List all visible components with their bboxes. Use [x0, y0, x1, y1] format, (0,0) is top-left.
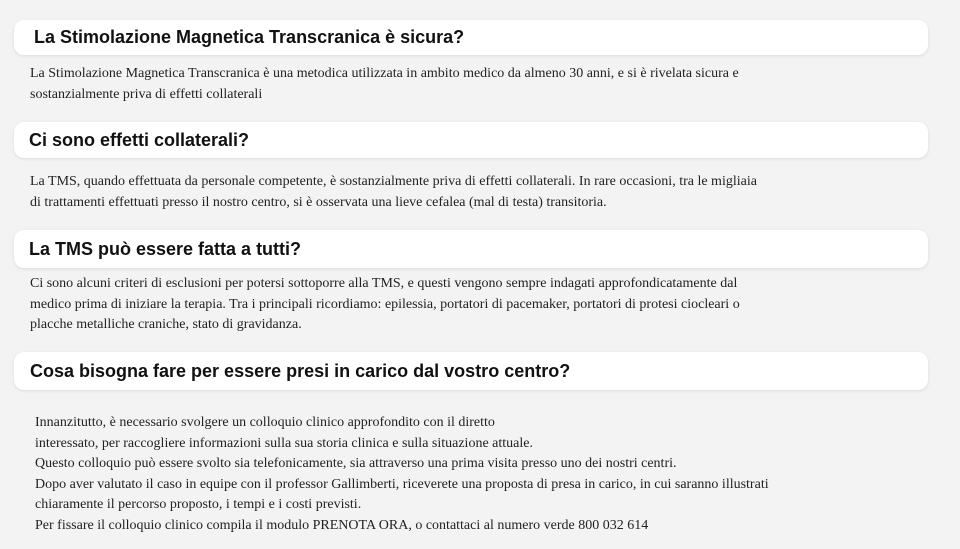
faq-question-side-effects[interactable] [14, 122, 928, 158]
answer-line: Innanzitutto, è necessario svolgere un colloquio clinico approfondito con il diretto [35, 415, 495, 430]
faq-answer-eligibility [30, 274, 920, 336]
faq-question-safety[interactable] [14, 20, 928, 55]
faq-answer-intake [35, 413, 925, 536]
answer-line: Ci sono alcuni criteri di esclusioni per potersi sottoporre alla TMS, e questi vengono sempre indagati approfondicatamente dal [30, 276, 738, 291]
answer-line: placche metalliche craniche, stato di gravidanza. [30, 317, 302, 332]
answer-line: medico prima di iniziare la terapia. Tra i principali ricordiamo: epilessia, portatori di pacemaker, portatori di protesi ciocleari o [30, 296, 740, 312]
answer-line: La Stimolazione Magnetica Transcranica è una metodica utilizzata in ambito medico da almeno 30 anni, e si è rivelata sicura e [30, 66, 739, 81]
answer-line: chiaramente il percorso proposto, i tempi e i costi previsti. [35, 497, 362, 512]
answer-line: Questo colloquio può essere svolto sia telefonicamente, sia attraverso una prima visita presso uno dei nostri centri. [35, 456, 677, 471]
answer-line: Per fissare il colloquio clinico compila il modulo PRENOTA ORA, o contattaci al numero verde 800 032 614 [35, 517, 649, 533]
answer-line: interessato, per raccogliere informazioni sulla sua storia clinica e sulla situazione attuale. [35, 435, 533, 451]
answer-line: sostanzialmente priva di effetti collaterali [30, 86, 263, 102]
faq-answer-side-effects [30, 172, 920, 213]
faq-question-label: Ci sono effetti collaterali? [29, 129, 250, 150]
answer-line: di trattamenti effettuati presso il nostro centro, si è osservata una lieve cefalea (mal di testa) transitoria. [30, 194, 607, 210]
faq-question-label: La Stimolazione Magnetica Transcranica è sicura? [34, 27, 465, 47]
faq-question-eligibility[interactable] [14, 230, 928, 268]
faq-answer-safety [30, 64, 920, 105]
faq-question-label: Cosa bisogna fare per essere presi in carico dal vostro centro? [30, 360, 571, 381]
answer-line: Dopo aver valutato il caso in equipe con il professor Gallimberti, riceverete una proposta di presa in carico, in cui saranno illustrati [35, 476, 769, 492]
answer-line: La TMS, quando effettuata da personale competente, è sostanzialmente priva di effetti collaterali. In rare occasioni, tra le migliaia [30, 174, 757, 189]
faq-question-label: La TMS può essere fatta a tutti? [29, 238, 302, 259]
faq-question-intake[interactable] [14, 352, 928, 390]
